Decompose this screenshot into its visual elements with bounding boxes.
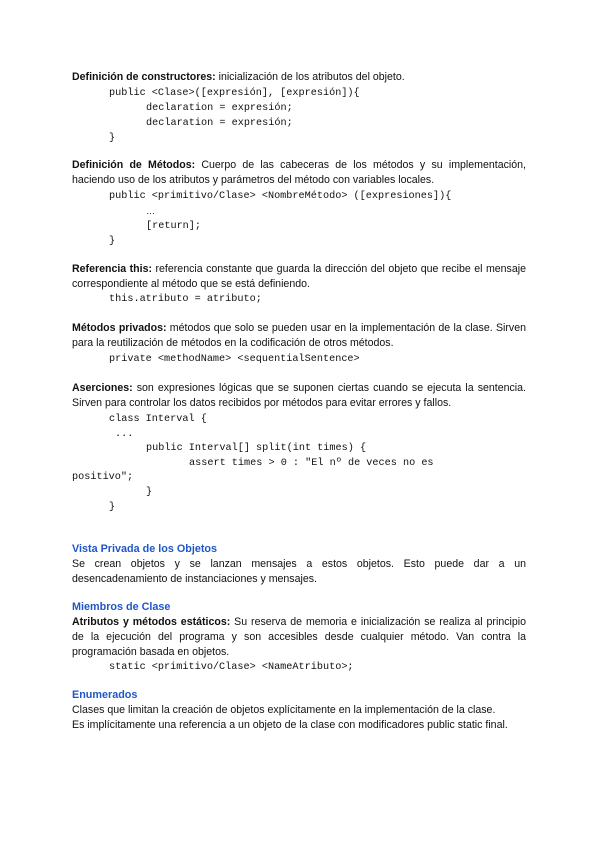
aserciones-code-line-5: positivo";	[72, 472, 134, 483]
miembros-heading: Miembros de Clase	[72, 601, 171, 613]
enumerados-paragraph-1: Clases que limitan la creación de objetos explícitamente en la implementación de la clase.	[72, 704, 496, 716]
aserciones-paragraph	[72, 381, 526, 411]
this-paragraph	[72, 262, 526, 292]
constructores-paragraph	[72, 70, 526, 85]
aserciones-text: son expresiones lógicas que se suponen ciertas cuando se ejecuta la sentencia. Sirven para controlar los datos recibidos por métodos para evitar errores y fallos.	[72, 382, 526, 409]
metodos-text: Cuerpo de las cabeceras de los métodos y su implementación, haciendo uso de los atributos y parámetros del método con variables locales.	[72, 159, 527, 186]
privados-term: Métodos privados:	[72, 322, 167, 334]
this-term: Referencia this:	[72, 263, 153, 275]
this-code-line-1: this.atributo = atributo;	[109, 294, 262, 305]
this-text: referencia constante que guarda la dirección del objeto que recibe el mensaje correspondiente al método que se está definiendo.	[72, 263, 526, 290]
miembros-paragraph	[72, 615, 526, 660]
metodos-code-line-4: }	[109, 236, 116, 247]
constructores-text: inicialización de los atributos del objeto.	[215, 71, 405, 83]
aserciones-code-line-7: }	[109, 502, 116, 513]
aserciones-code-line-3: public Interval[] split(int times) {	[146, 443, 367, 454]
privados-text: métodos que solo se pueden usar en la implementación de la clase. Sirven para la reutilización de métodos en la codificación de otros métodos.	[72, 322, 526, 349]
constructores-code-line-2: declaration = expresión;	[146, 103, 293, 114]
constructores-code-line-3: declaration = expresión;	[146, 118, 293, 129]
aserciones-term: Aserciones:	[72, 382, 133, 394]
constructores-term: Definición de constructores:	[72, 71, 216, 83]
constructores-code-line-4: }	[109, 133, 116, 144]
privados-paragraph	[72, 321, 526, 351]
metodos-code-line-1: public <primitivo/Clase> <NombreMétodo> ([expresiones]){	[109, 191, 452, 202]
enumerados-heading: Enumerados	[72, 689, 138, 701]
aserciones-code-line-6: }	[146, 487, 153, 498]
vista-heading: Vista Privada de los Objetos	[72, 543, 218, 555]
metodos-code-line-3: [return];	[146, 221, 202, 232]
aserciones-code-line-2: ...	[115, 429, 134, 440]
vista-paragraph: Se crean objetos y se lanzan mensajes a estos objetos. Esto puede dar a un desencadenamiento de instanciaciones y mensajes.	[72, 558, 526, 585]
metodos-term: Definición de Métodos:	[72, 159, 196, 171]
aserciones-code-line-4: assert times > 0 : "El nº de veces no es	[189, 458, 434, 469]
constructores-code-line-1: public <Clase>([expresión], [expresión]){	[109, 88, 360, 99]
miembros-text: Su reserva de memoria e inicialización se realiza al principio de la ejecución del programa y son accesibles desde cualquier método. Van contra la programación basada en objetos.	[72, 616, 526, 658]
metodos-code-line-2: …	[146, 206, 155, 216]
enumerados-paragraph-2: Es implícitamente una referencia a un objeto de la clase con modificadores public static final.	[72, 719, 508, 731]
privados-code-line-1: private <methodName> <sequentialSentence>	[109, 354, 360, 365]
metodos-paragraph	[72, 158, 526, 188]
miembros-code-line-1: static <primitivo/Clase> <NameAtributo>;	[109, 662, 354, 673]
aserciones-code-line-1: class Interval {	[109, 414, 207, 425]
miembros-term: Atributos y métodos estáticos:	[72, 616, 231, 628]
